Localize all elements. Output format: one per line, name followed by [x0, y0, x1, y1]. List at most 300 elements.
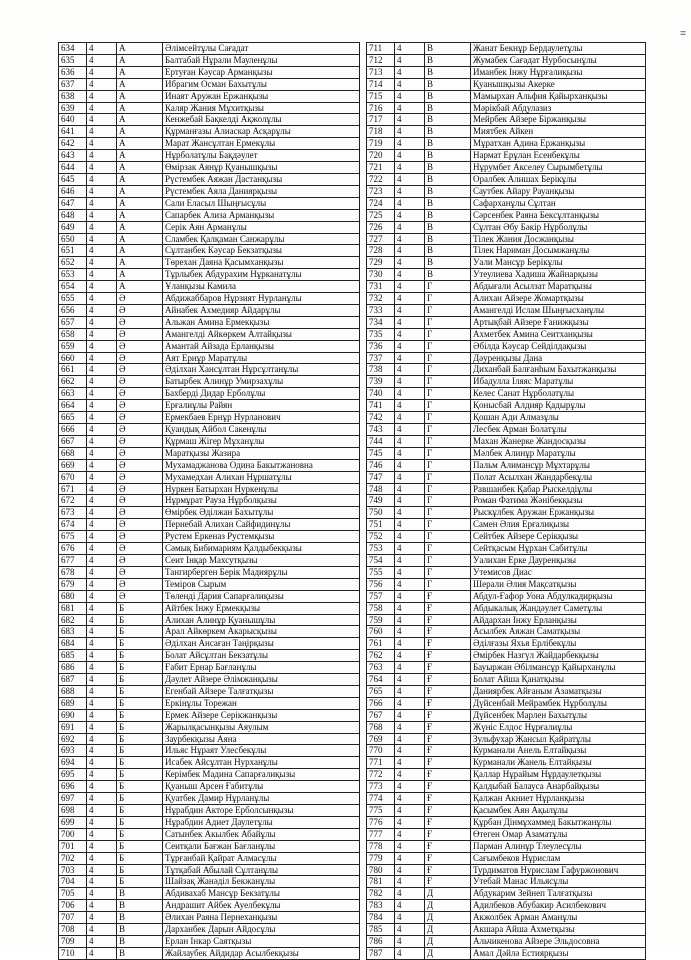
table-row — [367, 424, 646, 436]
table-row — [367, 483, 646, 495]
student-name: Мейрбек Айзере Біржанқызы — [471, 114, 646, 126]
table-row — [367, 185, 646, 197]
table-row — [59, 43, 360, 55]
student-name: Сафарханұлы Сұлтан — [471, 197, 646, 209]
student-name: Амантай Айзада Ерланқызы — [163, 340, 360, 352]
row-number: 638 — [59, 90, 87, 102]
class-letter: Ә — [117, 400, 163, 412]
student-name: Теміров Сырым — [163, 578, 360, 590]
row-number: 731 — [367, 281, 395, 293]
grade: 4 — [395, 459, 425, 471]
class-letter: Г — [425, 566, 471, 578]
class-letter: А — [117, 66, 163, 78]
row-number: 770 — [367, 745, 395, 757]
table-row — [59, 269, 360, 281]
grade: 4 — [87, 721, 117, 733]
table-row — [367, 364, 646, 376]
class-letter: Д — [425, 947, 471, 959]
table-row — [59, 900, 360, 912]
class-letter: Г — [425, 495, 471, 507]
grade: 4 — [395, 626, 425, 638]
grade: 4 — [395, 697, 425, 709]
table-row — [367, 221, 646, 233]
class-letter: В — [425, 102, 471, 114]
row-number: 732 — [367, 293, 395, 305]
table-row — [367, 209, 646, 221]
row-number: 695 — [59, 769, 87, 781]
table-row — [59, 507, 360, 519]
grade: 4 — [395, 674, 425, 686]
grade: 4 — [395, 54, 425, 66]
student-name: Нуркен Батырхан Нуркенұлы — [163, 483, 360, 495]
row-number: 758 — [367, 602, 395, 614]
class-letter: В — [425, 43, 471, 55]
row-number: 686 — [59, 662, 87, 674]
class-letter: А — [117, 114, 163, 126]
class-letter: Ғ — [425, 709, 471, 721]
table-row — [59, 340, 360, 352]
student-table-right — [366, 42, 646, 960]
grade: 4 — [395, 126, 425, 138]
row-number: 697 — [59, 793, 87, 805]
class-letter: Б — [117, 638, 163, 650]
student-name: Әділхан Хансұлтан Нұрсұлтанұлы — [163, 364, 360, 376]
class-letter: Ғ — [425, 590, 471, 602]
student-name: Артықбай Айзере Ғанижқызы — [471, 316, 646, 328]
student-name: Болат Айша Қанатқызы — [471, 674, 646, 686]
row-number: 753 — [367, 543, 395, 555]
row-number: 709 — [59, 935, 87, 947]
grade: 4 — [87, 233, 117, 245]
grade: 4 — [395, 888, 425, 900]
row-number: 658 — [59, 328, 87, 340]
table-row — [367, 745, 646, 757]
class-letter: В — [425, 257, 471, 269]
student-name: Қасымбек Аян Ақылұлы — [471, 805, 646, 817]
table-row — [367, 578, 646, 590]
class-letter: Ғ — [425, 685, 471, 697]
table-row — [367, 400, 646, 412]
table-row — [59, 614, 360, 626]
table-row — [59, 697, 360, 709]
table-row — [59, 293, 360, 305]
row-number: 700 — [59, 828, 87, 840]
table-row — [367, 876, 646, 888]
table-row — [367, 388, 646, 400]
class-letter: Ғ — [425, 852, 471, 864]
table-row — [59, 721, 360, 733]
grade: 4 — [395, 352, 425, 364]
row-number: 740 — [367, 388, 395, 400]
student-name: Тілек Нариман Досымжанұлы — [471, 245, 646, 257]
class-letter: Ә — [117, 554, 163, 566]
class-letter: Г — [425, 364, 471, 376]
student-name: Оралбек Алишах Берікұлы — [471, 173, 646, 185]
grade: 4 — [87, 304, 117, 316]
grade: 4 — [395, 650, 425, 662]
grade: 4 — [395, 721, 425, 733]
table-row — [59, 662, 360, 674]
row-number: 759 — [367, 614, 395, 626]
table-row — [367, 781, 646, 793]
grade: 4 — [87, 245, 117, 257]
student-name: Абдивахаб Мансұр Бекзатұлы — [163, 888, 360, 900]
grade: 4 — [395, 43, 425, 55]
table-row — [59, 935, 360, 947]
student-name: Амангелді Ислам Шыңғысханұлы — [471, 304, 646, 316]
student-name: Сағымбеков Нұрислам — [471, 852, 646, 864]
grade: 4 — [87, 876, 117, 888]
grade: 4 — [395, 924, 425, 936]
row-number: 754 — [367, 554, 395, 566]
grade: 4 — [87, 150, 117, 162]
grade: 4 — [87, 757, 117, 769]
grade: 4 — [87, 459, 117, 471]
student-name: Еркінұлы Торежан — [163, 697, 360, 709]
table-row — [59, 185, 360, 197]
student-name: Турдиматов Нурислам Гафуржонович — [471, 864, 646, 876]
grade: 4 — [87, 114, 117, 126]
class-letter: Ғ — [425, 662, 471, 674]
class-letter: Б — [117, 721, 163, 733]
grade: 4 — [87, 352, 117, 364]
class-letter: Г — [425, 316, 471, 328]
student-name: Арал Айкөркем Акарысқызы — [163, 626, 360, 638]
table-row — [59, 888, 360, 900]
student-name: Альчикенова Айзере Эльдосовна — [471, 935, 646, 947]
class-letter: Г — [425, 507, 471, 519]
table-row — [367, 304, 646, 316]
table-row — [59, 316, 360, 328]
student-name: Дәуренқызы Дана — [471, 352, 646, 364]
class-letter: Г — [425, 554, 471, 566]
table-row — [367, 435, 646, 447]
row-number: 716 — [367, 102, 395, 114]
class-letter: Ә — [117, 590, 163, 602]
class-letter: А — [117, 221, 163, 233]
class-letter: Ғ — [425, 674, 471, 686]
grade: 4 — [395, 245, 425, 257]
table-row — [367, 626, 646, 638]
row-number: 746 — [367, 459, 395, 471]
student-name: Әділхан Ансаған Таңірқызы — [163, 638, 360, 650]
row-number: 713 — [367, 66, 395, 78]
row-number: 737 — [367, 352, 395, 364]
table-row — [367, 269, 646, 281]
table-row — [367, 566, 646, 578]
student-name: Марат Жансұлтан Ермекұлы — [163, 138, 360, 150]
row-number: 720 — [367, 150, 395, 162]
table-row — [367, 793, 646, 805]
student-name: Мұратхан Адина Ержанқызы — [471, 138, 646, 150]
student-name: Рүстембек Аяла Даниярқызы — [163, 185, 360, 197]
class-letter: Б — [117, 697, 163, 709]
grade: 4 — [87, 793, 117, 805]
class-letter: В — [425, 173, 471, 185]
class-letter: Д — [425, 888, 471, 900]
student-name: Дәулет Айзере Әлімжанқызы — [163, 674, 360, 686]
table-row — [59, 590, 360, 602]
table-row — [59, 150, 360, 162]
grade: 4 — [87, 828, 117, 840]
student-name: Қуатбек Дамир Нұрланұлы — [163, 793, 360, 805]
class-letter: Г — [425, 388, 471, 400]
student-name: Қуанышқызы Акерке — [471, 78, 646, 90]
student-name: Батырбек Алинұр Умирзахұлы — [163, 376, 360, 388]
class-letter: Б — [117, 757, 163, 769]
grade: 4 — [87, 626, 117, 638]
class-letter: А — [117, 138, 163, 150]
class-letter: Б — [117, 876, 163, 888]
grade: 4 — [87, 745, 117, 757]
table-row — [59, 483, 360, 495]
row-number: 668 — [59, 447, 87, 459]
row-number: 725 — [367, 209, 395, 221]
class-letter: Ә — [117, 543, 163, 555]
grade: 4 — [87, 126, 117, 138]
row-number: 663 — [59, 388, 87, 400]
row-number: 694 — [59, 757, 87, 769]
student-name: Акжолбек Арман Аманұлы — [471, 912, 646, 924]
table-row — [59, 471, 360, 483]
grade: 4 — [395, 745, 425, 757]
row-number: 671 — [59, 483, 87, 495]
student-name: Ермек Айзере Серікжанқызы — [163, 709, 360, 721]
student-name: Мәлбек Алинұр Маратұлы — [471, 447, 646, 459]
row-number: 680 — [59, 590, 87, 602]
class-letter: В — [117, 888, 163, 900]
class-letter: А — [117, 54, 163, 66]
table-row — [59, 376, 360, 388]
class-letter: А — [117, 257, 163, 269]
student-name: Бауыржан Әбілманcұр Қайырханұлы — [471, 662, 646, 674]
grade: 4 — [87, 900, 117, 912]
student-name: Жанат Бекнұр Бердаулетұлы — [471, 43, 646, 55]
student-name: Ерлан Інкар Саятқызы — [163, 935, 360, 947]
class-letter: Д — [425, 912, 471, 924]
student-name: Мәрікбай Абдулазиз — [471, 102, 646, 114]
table-row — [367, 197, 646, 209]
student-name: Жумабек Сағадат Нурбосынұлы — [471, 54, 646, 66]
student-name: Мамырхан Альфия Қайырханқызы — [471, 90, 646, 102]
class-letter: В — [425, 269, 471, 281]
table-row — [59, 447, 360, 459]
table-row — [59, 400, 360, 412]
student-name: Сеит Інқар Махсутқызы — [163, 554, 360, 566]
row-number: 708 — [59, 924, 87, 936]
table-row — [59, 864, 360, 876]
student-name: Курманали Анель Елтайқызы — [471, 745, 646, 757]
student-name: Даниярбек Айғаным Азаматқызы — [471, 685, 646, 697]
student-name: Келес Санат Нұрболатұлы — [471, 388, 646, 400]
grade: 4 — [395, 828, 425, 840]
class-letter: А — [117, 269, 163, 281]
class-letter: Г — [425, 424, 471, 436]
grade: 4 — [395, 424, 425, 436]
student-name: Қаллар Нұрайым Нұрдаулетқызы — [471, 769, 646, 781]
row-number: 678 — [59, 566, 87, 578]
student-name: Парман Алинұр Тлеулесұлы — [471, 840, 646, 852]
table-row — [367, 126, 646, 138]
grade: 4 — [87, 531, 117, 543]
class-letter: В — [117, 935, 163, 947]
student-name: Құрманғазы Алиаскар Асқарұлы — [163, 126, 360, 138]
grade: 4 — [395, 78, 425, 90]
row-number: 729 — [367, 257, 395, 269]
class-letter: Г — [425, 543, 471, 555]
row-number: 688 — [59, 685, 87, 697]
student-name: Адилбеков Абубакир Асилбекович — [471, 900, 646, 912]
student-name: Утебай Манас Ильясұлы — [471, 876, 646, 888]
student-name: Исабек Айсұлтан Нурханұлы — [163, 757, 360, 769]
grade: 4 — [87, 852, 117, 864]
student-name: Иманбек Інжу Нұрғалиқызы — [471, 66, 646, 78]
class-letter: Ә — [117, 304, 163, 316]
class-letter: Д — [425, 900, 471, 912]
class-letter: Ғ — [425, 650, 471, 662]
table-row — [59, 543, 360, 555]
class-letter: Ә — [117, 340, 163, 352]
student-name: Құрмаш Жігер Мұханұлы — [163, 435, 360, 447]
grade: 4 — [87, 483, 117, 495]
table-row — [59, 852, 360, 864]
student-name: Төреxан Даяна Қасымxанқызы — [163, 257, 360, 269]
table-row — [59, 221, 360, 233]
student-name: Абдукарим Зейнеп Талғатқызы — [471, 888, 646, 900]
table-row — [59, 388, 360, 400]
grade: 4 — [395, 173, 425, 185]
row-number: 780 — [367, 864, 395, 876]
table-row — [59, 245, 360, 257]
class-letter: Ғ — [425, 840, 471, 852]
row-number: 684 — [59, 638, 87, 650]
row-number: 654 — [59, 281, 87, 293]
grade: 4 — [395, 102, 425, 114]
class-letter: Ғ — [425, 757, 471, 769]
class-letter: А — [117, 78, 163, 90]
class-letter: А — [117, 126, 163, 138]
class-letter: Ғ — [425, 697, 471, 709]
grade: 4 — [395, 90, 425, 102]
grade: 4 — [395, 769, 425, 781]
grade: 4 — [87, 566, 117, 578]
table-row — [367, 828, 646, 840]
grade: 4 — [395, 447, 425, 459]
grade: 4 — [87, 769, 117, 781]
table-row — [367, 733, 646, 745]
row-number: 771 — [367, 757, 395, 769]
class-letter: Ә — [117, 376, 163, 388]
student-name: Амангелді Айкөркем Алтайқызы — [163, 328, 360, 340]
row-number: 643 — [59, 150, 87, 162]
grade: 4 — [87, 816, 117, 828]
student-name: Ерғалиұлы Райян — [163, 400, 360, 412]
table-row — [367, 66, 646, 78]
row-number: 661 — [59, 364, 87, 376]
table-row — [59, 162, 360, 174]
table-row — [367, 816, 646, 828]
grade: 4 — [87, 578, 117, 590]
row-number: 662 — [59, 376, 87, 388]
class-letter: Ғ — [425, 614, 471, 626]
table-row — [367, 662, 646, 674]
student-name: Ермекбаев Ернұр Нурланович — [163, 412, 360, 424]
class-letter: В — [425, 221, 471, 233]
student-name: Рустем Еркеназ Рустемқызы — [163, 531, 360, 543]
row-number: 781 — [367, 876, 395, 888]
row-number: 647 — [59, 197, 87, 209]
row-number: 703 — [59, 864, 87, 876]
grade: 4 — [395, 566, 425, 578]
table-row — [367, 233, 646, 245]
student-name: Сейтбек Айзере Серікқызы — [471, 531, 646, 543]
table-row — [59, 947, 360, 959]
class-letter: Г — [425, 328, 471, 340]
student-name: Нұрмұрат Рауза Нұрболқызы — [163, 495, 360, 507]
row-number: 691 — [59, 721, 87, 733]
student-table-left — [58, 42, 360, 960]
row-number: 653 — [59, 269, 87, 281]
table-row — [59, 281, 360, 293]
table-row — [367, 840, 646, 852]
student-name: Өмірбек Әділжан Бахытұлы — [163, 507, 360, 519]
student-name: Қошан Ади Алмазұлы — [471, 412, 646, 424]
row-number: 690 — [59, 709, 87, 721]
grade: 4 — [87, 197, 117, 209]
student-name: Алихан Айзере Жомартқызы — [471, 293, 646, 305]
class-letter: А — [117, 173, 163, 185]
table-row — [59, 602, 360, 614]
student-name: Серік Аян Арманұлы — [163, 221, 360, 233]
table-row — [367, 674, 646, 686]
table-row — [367, 447, 646, 459]
table-row — [59, 233, 360, 245]
student-name: Ұланқызы Камила — [163, 281, 360, 293]
class-letter: В — [425, 185, 471, 197]
student-name: Айнабек Ахмедияр Айдарұлы — [163, 304, 360, 316]
table-row — [59, 519, 360, 531]
table-row — [59, 793, 360, 805]
row-number: 636 — [59, 66, 87, 78]
student-name: Болат Айсұлтан Бекзатұлы — [163, 650, 360, 662]
row-number: 712 — [367, 54, 395, 66]
row-number: 733 — [367, 304, 395, 316]
class-letter: В — [425, 245, 471, 257]
corner-mark: ıı — [677, 30, 688, 36]
table-row — [367, 519, 646, 531]
class-letter: В — [425, 233, 471, 245]
table-row — [367, 90, 646, 102]
class-letter: Б — [117, 745, 163, 757]
table-row — [59, 912, 360, 924]
grade: 4 — [87, 590, 117, 602]
table-row — [367, 900, 646, 912]
grade: 4 — [87, 209, 117, 221]
row-number: 730 — [367, 269, 395, 281]
table-row — [367, 638, 646, 650]
row-number: 665 — [59, 412, 87, 424]
student-name: Сапарбек Ализа Арманқызы — [163, 209, 360, 221]
grade: 4 — [87, 602, 117, 614]
grade: 4 — [87, 66, 117, 78]
class-letter: Б — [117, 852, 163, 864]
grade: 4 — [395, 328, 425, 340]
grade: 4 — [395, 269, 425, 281]
row-number: 741 — [367, 400, 395, 412]
student-name: Нұрабдин Адиет Даулетұлы — [163, 816, 360, 828]
class-letter: Б — [117, 840, 163, 852]
class-letter: Г — [425, 352, 471, 364]
